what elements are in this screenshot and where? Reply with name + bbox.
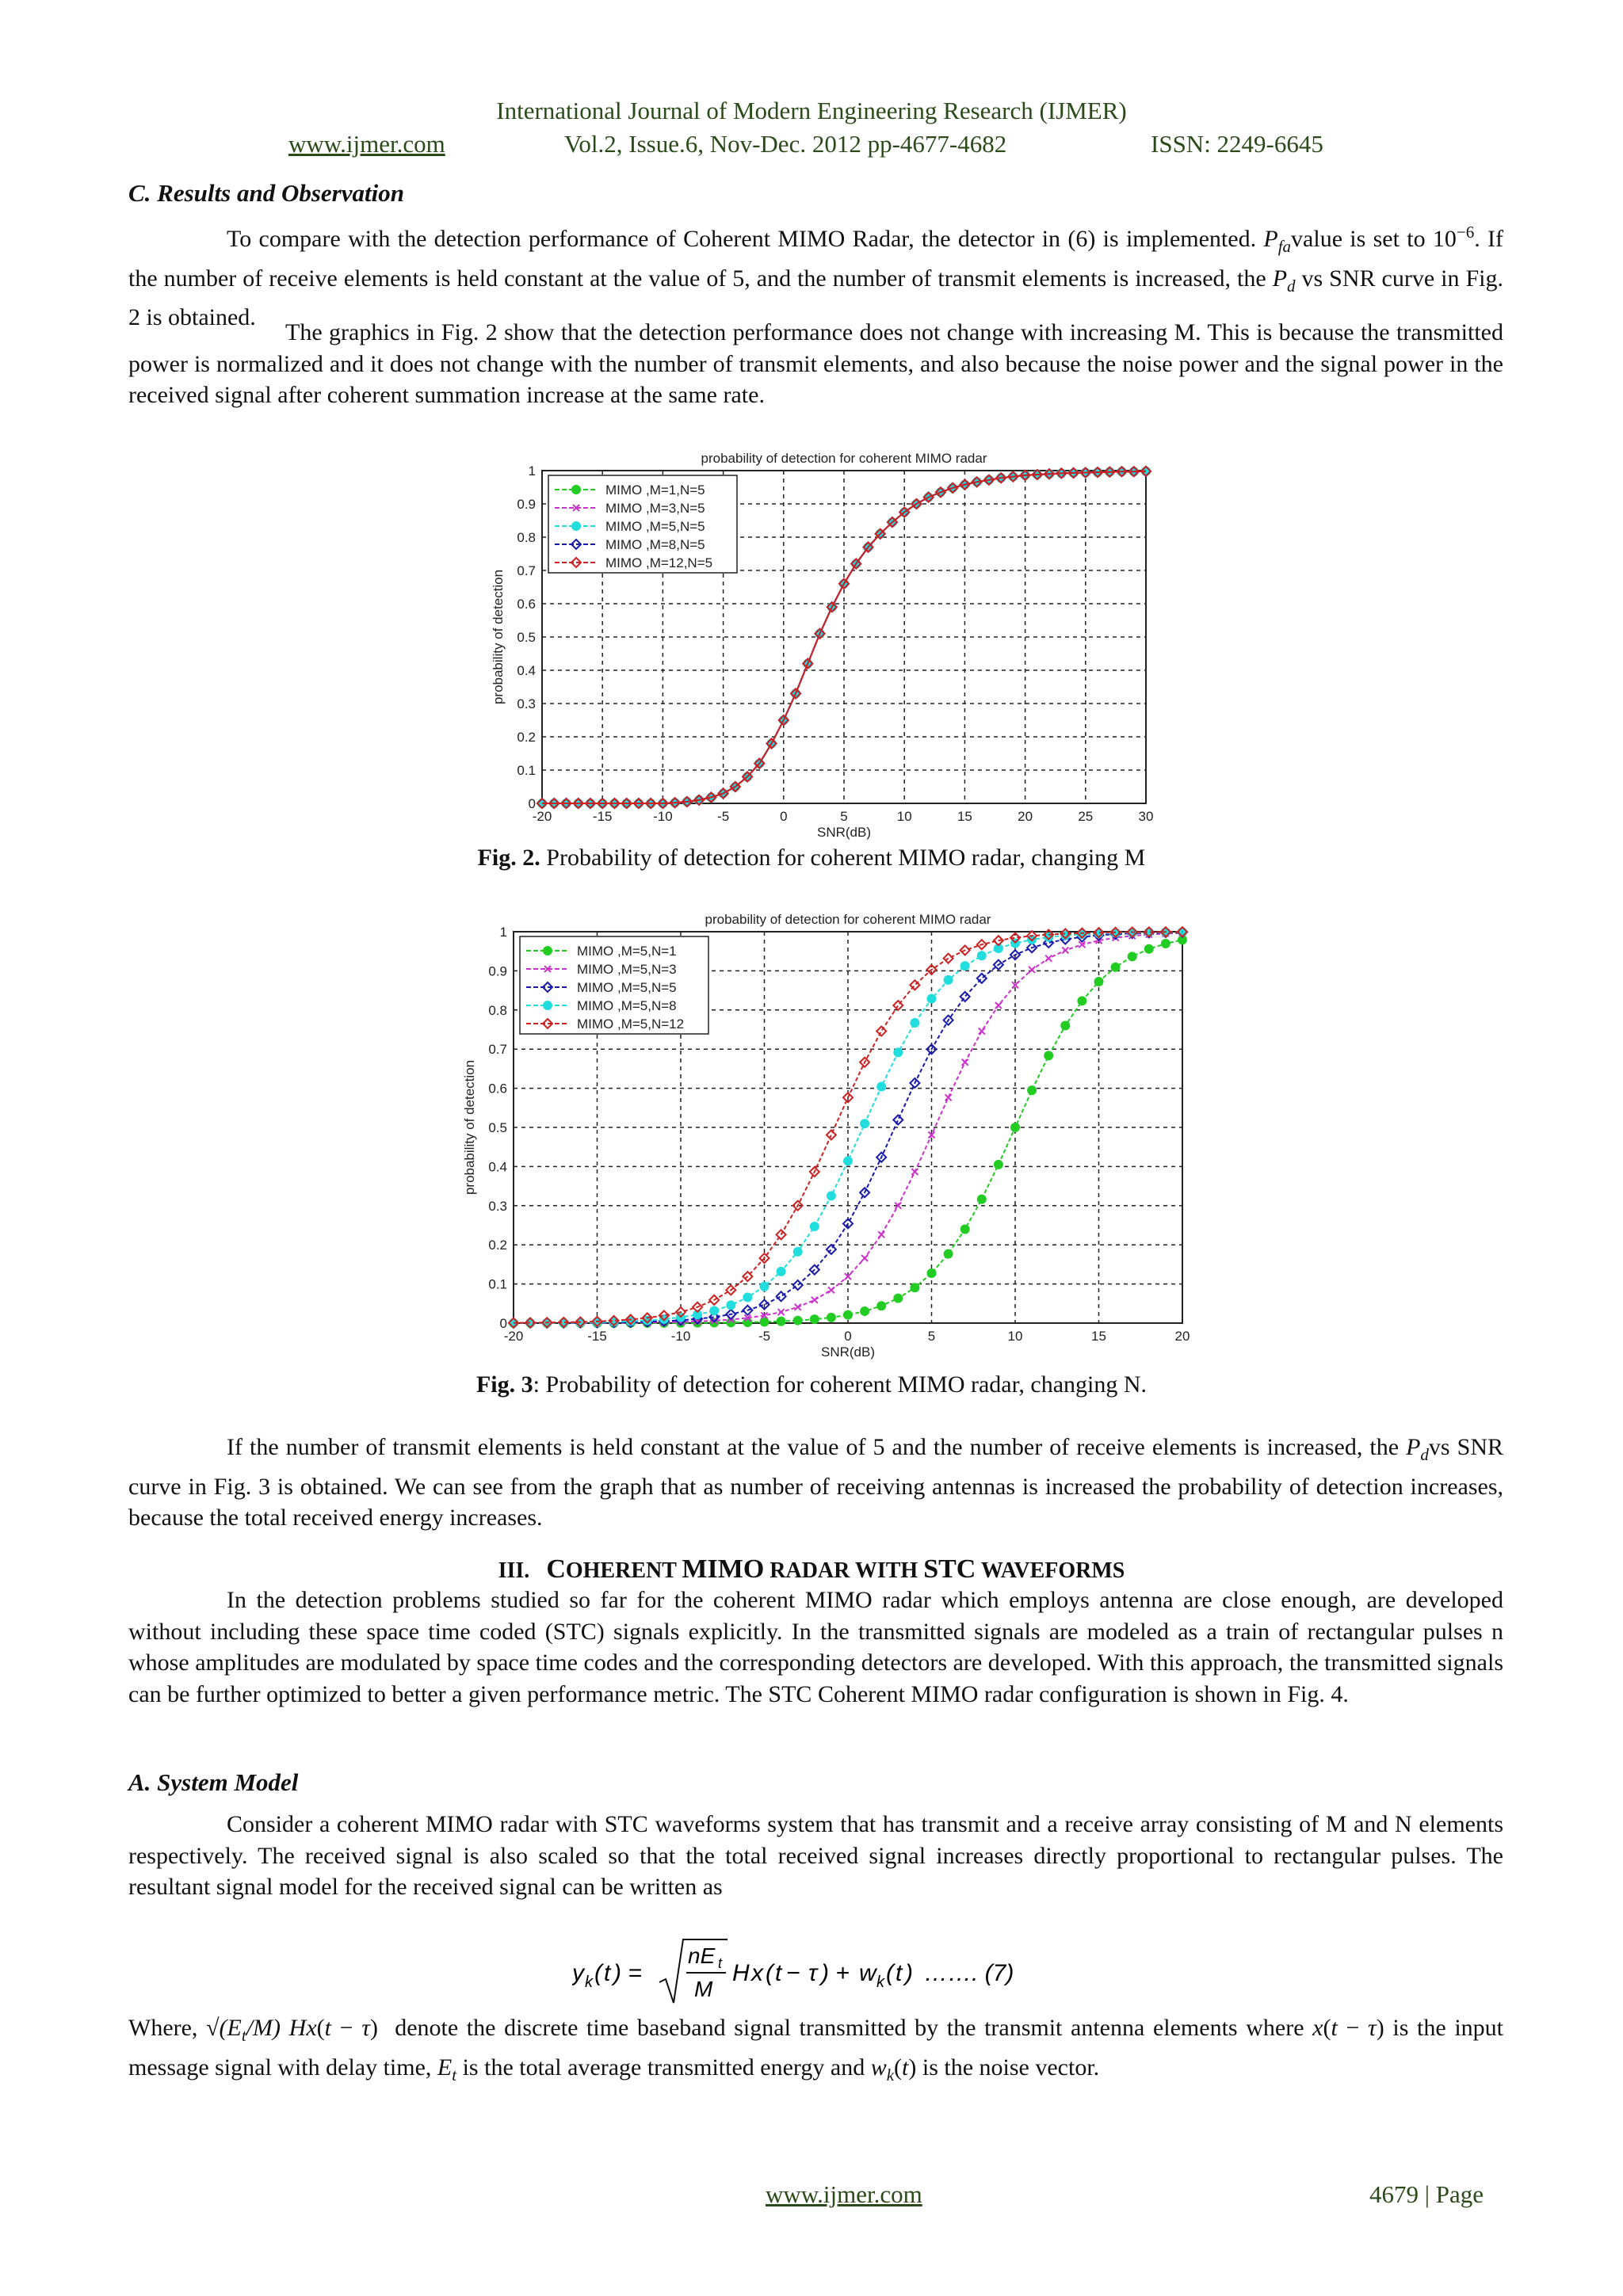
series-point bbox=[1044, 1051, 1052, 1059]
x-tick-label: -20 bbox=[532, 809, 552, 824]
section-a-paragraph-1: Consider a coherent MIMO radar with STC waveforms system that has transmit and a receive array consisting of M and N elements respectively. The received signal is also scaled so that the total received signal increases directly proportional to rectangular pulses. The resultant signal model for the received signal can be written as bbox=[128, 1811, 1503, 1900]
y-tick-label: 0.7 bbox=[517, 563, 536, 578]
series-point bbox=[777, 1268, 785, 1276]
svg-text:……. (7): ……. (7) bbox=[924, 1960, 1014, 1986]
series-point bbox=[710, 1306, 718, 1314]
series-point bbox=[761, 1283, 769, 1291]
series-point bbox=[861, 1307, 869, 1315]
y-tick-label: 0.4 bbox=[517, 663, 536, 678]
section-3-heading: III. COHERENT MIMO RADAR WITH STC WAVEFORMS bbox=[498, 1554, 1125, 1584]
x-tick-label: -5 bbox=[758, 1329, 771, 1344]
section-3-paragraph: In the detection problems studied so far for the coherent MIMO radar which employs antenna are close enough, are developed without including these space time coded (STC) signals explicitly. In the transmitted signals are modeled as a train of rectangular pulses n whose amplitudes are modulated by space time codes and the corresponding detectors are developed. With this approach, the transmitted signals can be further optimized to better a given performance metric. The STC Coherent MIMO radar configuration is shown in Fig. 4. bbox=[128, 1587, 1503, 1707]
series-point bbox=[961, 962, 969, 970]
figure-3-chart bbox=[444, 903, 1205, 1363]
series-point bbox=[978, 952, 986, 959]
legend-marker bbox=[544, 1001, 552, 1009]
x-tick-label: -15 bbox=[592, 809, 613, 824]
svg-text:H: H bbox=[732, 1960, 750, 1986]
x-tick-label: 5 bbox=[840, 809, 848, 824]
series-point bbox=[743, 1294, 751, 1302]
legend-entry: MIMO ,M=5,N=5 bbox=[605, 519, 705, 534]
y-tick-label: 0.6 bbox=[488, 1081, 507, 1097]
x-tick-label: 5 bbox=[927, 1329, 936, 1344]
series-point bbox=[877, 1302, 885, 1310]
svg-text:k: k bbox=[876, 1974, 884, 1991]
x-tick-label: 20 bbox=[1174, 1329, 1190, 1344]
section-a-paragraph-2: Where, $√(E_t/M) Hx(t - \tau)$ denote the discrete time baseband signal transmitted by the transmit antenna elements where x(t − τ) is the input message signal with delay time, $E_t$ is the total average transmitted energy and $w_k(t)$ is the noise vector. bbox=[128, 2015, 1504, 2084]
series-point bbox=[1011, 1123, 1019, 1131]
series-point bbox=[877, 1083, 885, 1091]
x-tick-label: 10 bbox=[1007, 1329, 1023, 1344]
y-tick-label: 0 bbox=[528, 796, 536, 811]
x-tick-label: 0 bbox=[844, 1329, 852, 1344]
x-axis-label: SNR(dB) bbox=[816, 825, 872, 840]
legend-entry: MIMO ,M=1,N=5 bbox=[605, 482, 705, 498]
section-c-paragraph-2: The graphics in Fig. 2 show that the detection performance does not change with increasing M. This is because the transmitted power is normalized and it does not change with the number of transmit elements, and also because the noise power and the signal power in the received signal after coherent summation increase at the same rate. bbox=[128, 319, 1503, 408]
series-point bbox=[761, 1318, 769, 1325]
header-volume: Vol.2, Issue.6, Nov-Dec. 2012 pp-4677-4682 bbox=[564, 130, 1007, 158]
chart-title: probability of detection for coherent MIMO radar bbox=[705, 912, 991, 927]
series-point bbox=[894, 1295, 902, 1302]
x-tick-label: 30 bbox=[1138, 809, 1154, 824]
svg-text:τ: τ bbox=[808, 1960, 818, 1986]
section-a-heading: A. System Model bbox=[128, 1768, 299, 1796]
legend-entry: MIMO ,M=3,N=5 bbox=[605, 501, 705, 516]
page-number: 4679 | Page bbox=[1369, 2180, 1484, 2208]
footer-url-link[interactable]: www.ijmer.com bbox=[766, 2180, 922, 2208]
legend-marker bbox=[572, 486, 580, 494]
svg-text:) +: ) + bbox=[821, 1960, 850, 1986]
y-tick-label: 0.6 bbox=[517, 597, 536, 612]
svg-text:nE: nE bbox=[688, 1943, 716, 1968]
series-point bbox=[743, 1318, 751, 1326]
svg-text:y: y bbox=[572, 1960, 584, 1986]
svg-text:k: k bbox=[585, 1974, 593, 1991]
y-tick-label: 1 bbox=[528, 463, 536, 479]
equation-7-svg bbox=[572, 1936, 1079, 2008]
svg-text:) =: ) = bbox=[613, 1960, 642, 1986]
section-c-heading: C. Results and Observation bbox=[128, 179, 404, 207]
svg-text:): ) bbox=[905, 1960, 913, 1986]
series-point bbox=[945, 1250, 953, 1258]
y-tick-label: 0.9 bbox=[488, 963, 507, 979]
svg-text:t: t bbox=[775, 1960, 782, 1986]
series-point bbox=[827, 1314, 835, 1322]
legend-marker bbox=[572, 522, 580, 530]
y-tick-label: 0.1 bbox=[517, 763, 536, 778]
series-point bbox=[928, 995, 936, 1003]
x-tick-label: 0 bbox=[780, 809, 788, 824]
svg-text:t: t bbox=[604, 1960, 611, 1986]
svg-text:t: t bbox=[896, 1960, 903, 1986]
x-tick-label: 15 bbox=[957, 809, 972, 824]
series-point bbox=[911, 1019, 918, 1027]
x-tick-label: -10 bbox=[670, 1329, 691, 1344]
series-point bbox=[1061, 1021, 1069, 1029]
y-tick-label: 0.3 bbox=[488, 1198, 507, 1214]
svg-text:t: t bbox=[718, 1955, 723, 1971]
series-point bbox=[794, 1317, 802, 1325]
y-tick-label: 0 bbox=[499, 1316, 507, 1331]
x-tick-label: -10 bbox=[653, 809, 673, 824]
x-axis-label: SNR(dB) bbox=[820, 1344, 876, 1360]
legend-marker bbox=[544, 947, 552, 955]
series-point bbox=[777, 1318, 785, 1325]
series-point bbox=[827, 1192, 835, 1199]
x-tick-label: 25 bbox=[1078, 809, 1094, 824]
y-tick-label: 0.8 bbox=[517, 530, 536, 545]
series-point bbox=[978, 1196, 986, 1203]
legend-entry: MIMO ,M=5,N=8 bbox=[577, 998, 677, 1013]
legend-entry: MIMO ,M=12,N=5 bbox=[605, 555, 713, 570]
y-tick-label: 0.3 bbox=[517, 696, 536, 711]
journal-title: International Journal of Modern Engineering Research (IJMER) bbox=[496, 97, 1127, 124]
svg-text:(: ( bbox=[766, 1960, 773, 1986]
series-point bbox=[794, 1248, 802, 1256]
header-url-link[interactable]: www.ijmer.com bbox=[288, 130, 445, 158]
x-tick-label: 10 bbox=[896, 809, 912, 824]
series-point bbox=[1028, 1086, 1036, 1094]
legend-entry: MIMO ,M=5,N=12 bbox=[577, 1016, 685, 1032]
legend-entry: MIMO ,M=8,N=5 bbox=[605, 537, 705, 552]
legend-entry: MIMO ,M=5,N=5 bbox=[577, 980, 677, 995]
series-point bbox=[844, 1157, 852, 1165]
y-tick-label: 0.4 bbox=[488, 1159, 507, 1175]
header-issn: ISSN: 2249-6645 bbox=[1151, 130, 1323, 158]
equation-7 bbox=[572, 1936, 1079, 2008]
svg-text:M: M bbox=[694, 1977, 713, 2001]
series-point bbox=[928, 1269, 936, 1277]
x-tick-label: -15 bbox=[587, 1329, 607, 1344]
figure-2-chart bbox=[475, 444, 1157, 840]
y-axis-label: probability of detection bbox=[462, 1059, 477, 1196]
figure-3-caption: Fig. 3: Probability of detection for coherent MIMO radar, changing N. bbox=[475, 1371, 1148, 1398]
svg-text:x: x bbox=[751, 1960, 763, 1986]
legend-entry: MIMO ,M=5,N=3 bbox=[577, 962, 677, 977]
y-tick-label: 0.1 bbox=[488, 1276, 507, 1292]
series-point bbox=[1112, 963, 1120, 971]
series-point bbox=[844, 1311, 852, 1319]
series-point bbox=[894, 1048, 902, 1056]
series-point bbox=[811, 1222, 819, 1230]
svg-text:−: − bbox=[786, 1960, 800, 1986]
x-tick-label: 15 bbox=[1091, 1329, 1106, 1344]
series-point bbox=[1162, 940, 1170, 948]
x-tick-label: -20 bbox=[503, 1329, 524, 1344]
svg-text:(: ( bbox=[594, 1960, 602, 1986]
y-tick-label: 0.5 bbox=[517, 630, 536, 645]
series-point bbox=[1128, 952, 1136, 960]
x-tick-label: -5 bbox=[717, 809, 730, 824]
series-point bbox=[961, 1226, 969, 1234]
x-tick-label: 20 bbox=[1018, 809, 1033, 824]
svg-text:(: ( bbox=[886, 1960, 894, 1986]
series-point bbox=[727, 1301, 735, 1309]
series-point bbox=[1145, 945, 1153, 953]
y-tick-label: 0.8 bbox=[488, 1002, 507, 1018]
svg-text:w: w bbox=[859, 1960, 876, 1986]
series-point bbox=[861, 1119, 869, 1127]
y-tick-label: 1 bbox=[499, 925, 507, 940]
paragraph-fig3-discussion: If the number of transmit elements is held constant at the value of 5 and the number of receive elements is increased, the $P_dvs$ SNR curve in Fig. 3 is obtained. We can see from the graph that as number of receiving antennas is increased the probability of detection increases, because the total received energy increases. bbox=[128, 1434, 1503, 1531]
y-axis-label: probability of detection bbox=[491, 569, 506, 705]
chart-title: probability of detection for coherent MIMO radar bbox=[701, 451, 987, 466]
y-tick-label: 0.2 bbox=[517, 730, 536, 745]
y-tick-label: 0.2 bbox=[488, 1238, 507, 1253]
section-c-paragraph-1: To compare with the detection performance of Coherent MIMO Radar, the detector in (6) is implemented. $P_{fa}value$ is set to $10^{-6}$. If the number of receive elements is held constant at the value of 5, and the number of transmit elements is increased, the $P_d$ vs SNR curve in Fig. 2 is obtained. bbox=[128, 223, 1503, 330]
y-tick-label: 0.7 bbox=[488, 1042, 507, 1058]
y-tick-label: 0.9 bbox=[517, 497, 536, 512]
legend-entry: MIMO ,M=5,N=1 bbox=[577, 944, 677, 959]
series-point bbox=[911, 1283, 918, 1291]
series-point bbox=[811, 1315, 819, 1323]
series-point bbox=[945, 976, 953, 984]
figure-2-caption: Fig. 2. Probability of detection for coherent MIMO radar, changing M bbox=[477, 845, 1146, 871]
series-point bbox=[995, 1161, 1002, 1169]
series-point bbox=[1078, 997, 1086, 1005]
series-point bbox=[1095, 978, 1103, 986]
y-tick-label: 0.5 bbox=[488, 1120, 507, 1135]
